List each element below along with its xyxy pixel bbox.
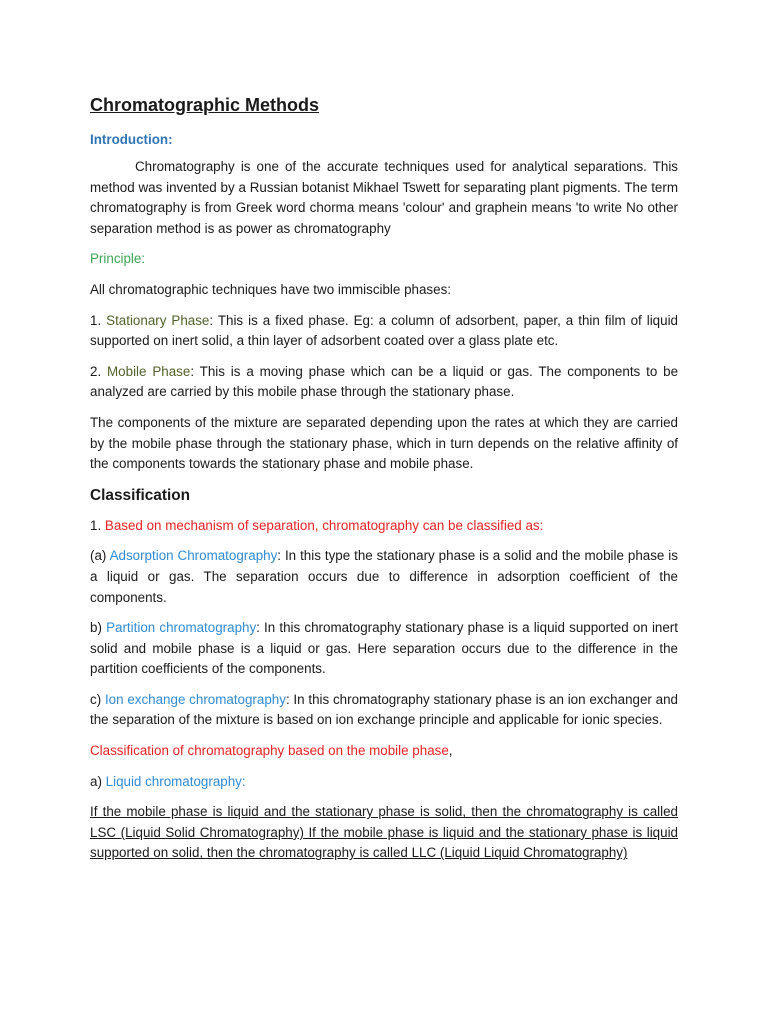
item-prefix: c) xyxy=(90,691,105,707)
mobile-phase-classification-heading xyxy=(90,741,678,762)
mobile-classification-text: Classification of chromatography based on the mobile phase xyxy=(90,743,449,759)
mechanism-line xyxy=(90,516,678,537)
adsorption-text: : In this type the stationary phase is a solid and the mobile phase is a liquid or gas. The separation occurs due to difference in adsorption coefficient of the components. xyxy=(90,548,678,605)
liquid-chromatography-line xyxy=(90,772,678,793)
introduction-heading: Introduction: xyxy=(90,132,173,147)
mobile-phase-paragraph xyxy=(90,362,678,403)
adsorption-term: Adsorption Chromatography xyxy=(109,548,278,564)
classification-heading: Classification xyxy=(90,486,191,504)
stationary-phase-term: Stationary Phase xyxy=(106,312,210,328)
partition-term: Partition chromatography xyxy=(106,620,257,636)
liquid-chromatography-term: Liquid chromatography: xyxy=(105,773,246,789)
stationary-phase-text: : This is a fixed phase. Eg: a column of adsorbent, paper, a thin film of liquid supported on inert solid, a thin layer of adsorbent coated over a glass plate etc. xyxy=(90,312,678,349)
item-number: 1. xyxy=(90,312,107,328)
comma: , xyxy=(448,743,453,759)
item-prefix: (a) xyxy=(90,548,110,564)
item-number: 2. xyxy=(90,363,108,379)
liquid-chromatography-paragraph: If the mobile phase is liquid and the stationary phase is solid, then the chromatography is called LSC (Liquid Solid Chromatography) If the mobile phase is liquid and the stationary phase is liquid supported on solid, then the chromatography is called LLC (Liquid Liquid Chromatography) xyxy=(90,804,678,861)
principle-heading: Principle: xyxy=(90,251,146,267)
partition-text: : In this chromatography stationary phase is a liquid supported on inert solid and mobile phase is a liquid or gas. Here separation occurs due to the difference in the partition coefficients of the components. xyxy=(90,620,678,677)
page-title: Chromatographic Methods xyxy=(90,95,320,115)
adsorption-paragraph xyxy=(90,546,678,608)
stationary-phase-paragraph xyxy=(90,311,678,352)
partition-paragraph xyxy=(90,618,678,680)
ion-exchange-paragraph xyxy=(90,690,678,731)
mobile-phase-text: : This is a moving phase which can be a liquid or gas. The components to be analyzed are carried by this mobile phase through the stationary phase. xyxy=(90,363,679,400)
ion-exchange-term: Ion exchange chromatography xyxy=(104,691,286,707)
ion-exchange-text: : In this chromatography stationary phase is an ion exchanger and the separation of the mixture is based on ion exchange principle and applicable for ionic species. xyxy=(90,691,678,728)
mechanism-text: Based on mechanism of separation, chromatography can be classified as: xyxy=(104,517,544,533)
item-number: 1. xyxy=(90,517,105,533)
principle-lead: All chromatographic techniques have two immiscible phases: xyxy=(90,281,451,297)
introduction-paragraph: Chromatography is one of the accurate techniques used for analytical separations. This method was invented by a Russian botanist Mikhael Tswett for separating plant pigments. The term chromatography is from Greek word chorma means 'colour' and graphein means 'to write No other separation method is as power as chromatography xyxy=(90,159,678,236)
separation-summary: The components of the mixture are separated depending upon the rates at which they are carried by the mobile phase through the stationary phase, which in turn depends on the relative affinity of the components towards the stationary phase and mobile phase. xyxy=(90,414,678,472)
item-prefix: b) xyxy=(90,620,107,636)
item-prefix: a) xyxy=(90,773,106,789)
mobile-phase-term: Mobile Phase xyxy=(107,363,191,379)
